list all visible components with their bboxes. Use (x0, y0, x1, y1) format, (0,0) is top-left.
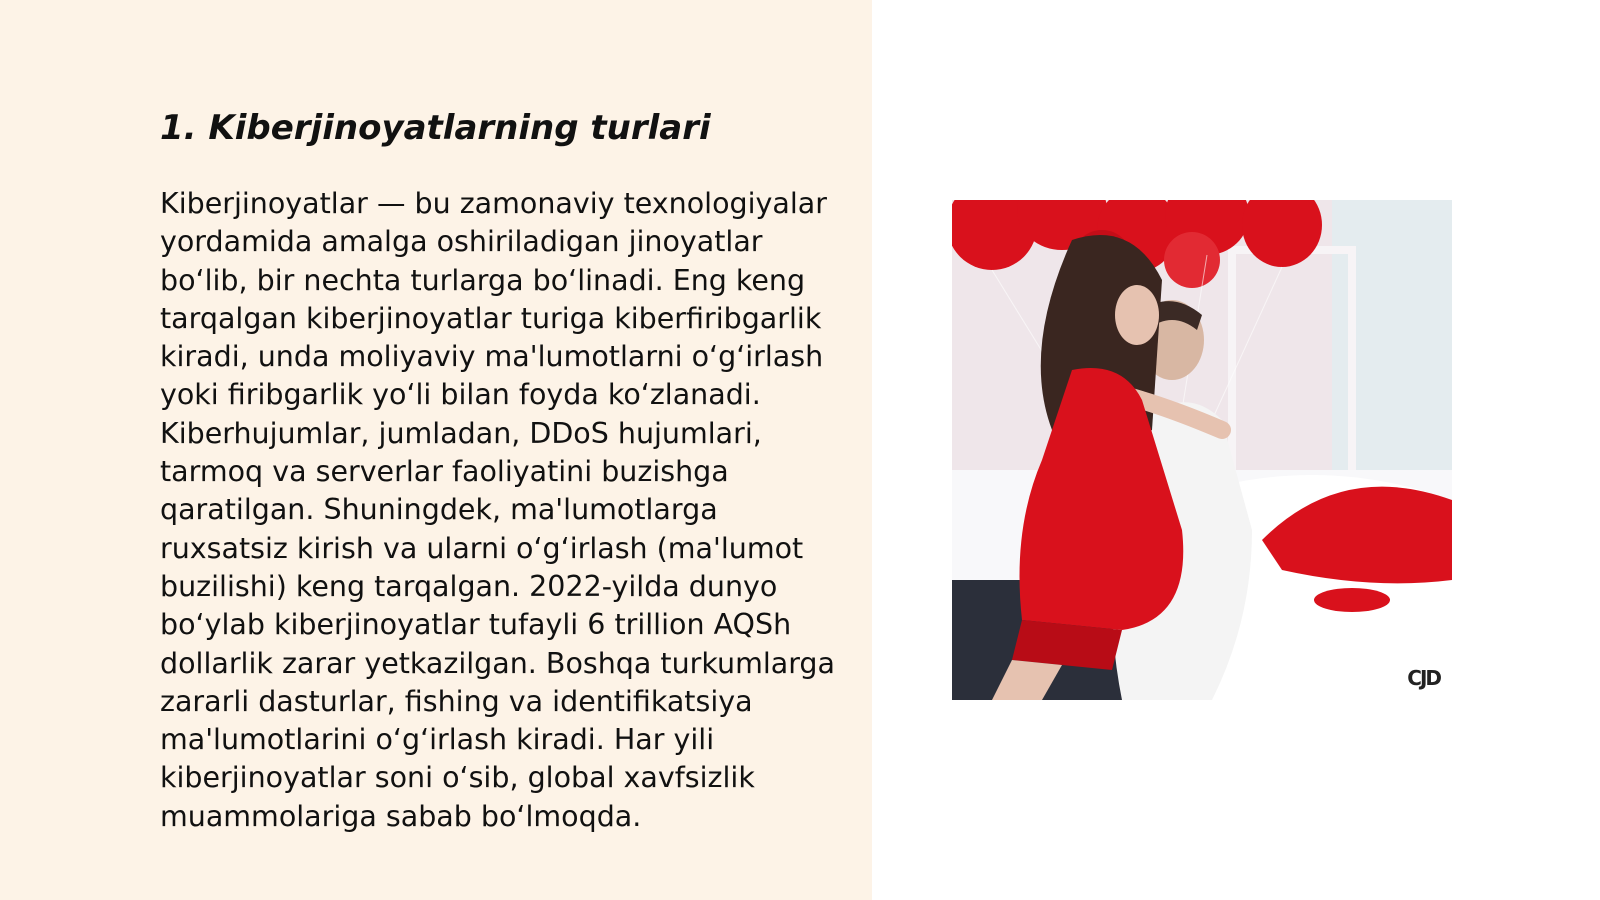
slide-body-text: Kiberjinoyatlar — bu zamonaviy texnologiyalar yordamida amalga oshiriladigan jinoyatlar bo‘lib, bir nechta turlarga bo‘linadi. Eng keng tarqalgan kiberjinoyatlar turiga kiberfiribgarlik kiradi, unda moliyaviy ma'lumotlarni o‘g‘irlash yoki firibgarlik yo‘li bilan foyda ko‘zlanadi. Kiberhujumlar, jumladan, DDoS hujumlari, tarmoq va serverlar faoliyatini buzishga qaratilgan. Shuningdek, ma'lumotlarga ruxsatsiz kirish va ularni o‘g‘irlash (ma'lumot buzilishi) keng tarqalgan. 2022-yilda dunyo bo‘ylab kiberjinoyatlar tufayli 6 trillion AQSh dollarlik zarar yetkazilgan. Boshqa turkumlarga zararli dasturlar, fishing va identifikatsiya ma'lumotlarini o‘g‘irlash kiradi. Har yili kiberjinoyatlar soni o‘sib, global xavfsizlik muammolariga sabab bo‘lmoqda. (160, 187, 835, 833)
photo-watermark-logo: CJD (1407, 666, 1440, 690)
slide-title: 1. Kiberjinoyatlarning turlari (160, 108, 711, 148)
slide-photo (952, 200, 1452, 700)
photo-illustration (952, 200, 1452, 700)
